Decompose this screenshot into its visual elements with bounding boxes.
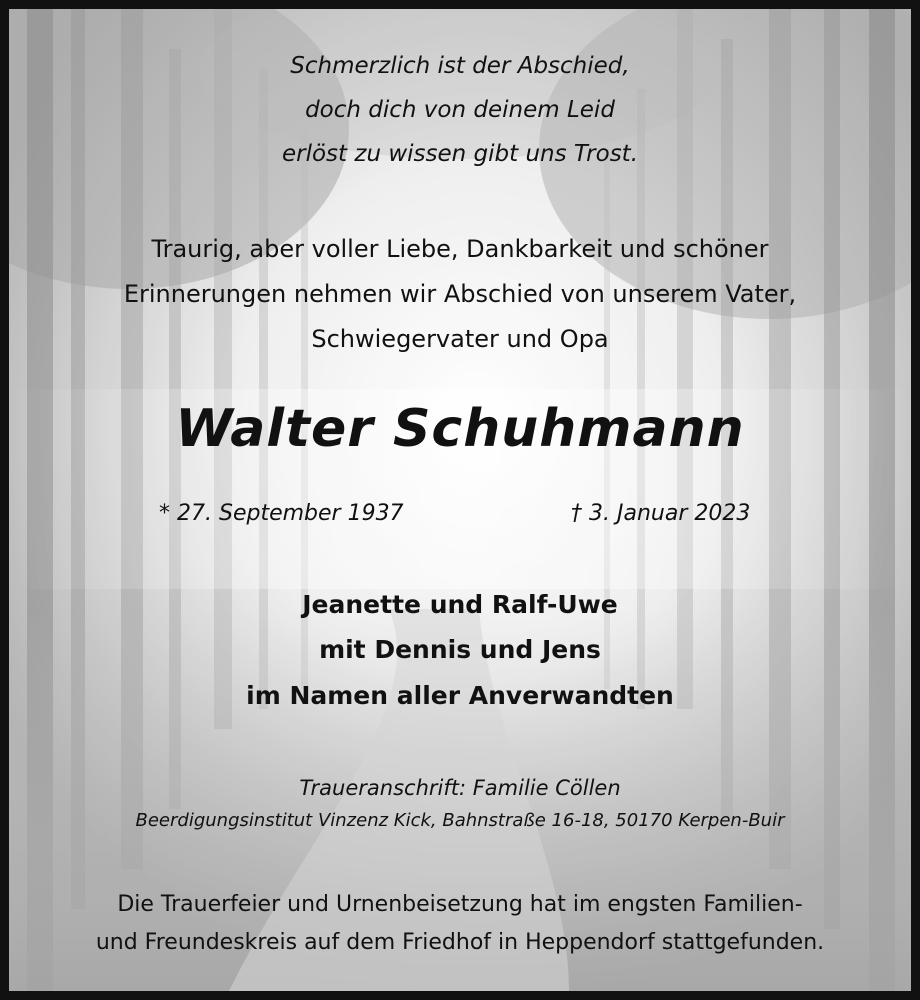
intro-line: Traurig, aber voller Liebe, Dankbarkeit und schöner bbox=[151, 235, 769, 263]
deceased-name: Walter Schuhmann bbox=[175, 399, 745, 459]
verse-line: doch dich von deinem Leid bbox=[305, 97, 615, 123]
family-line: mit Dennis und Jens bbox=[319, 635, 601, 664]
intro-line: Schwiegervater und Opa bbox=[311, 325, 609, 353]
family-line: Jeanette und Ralf-Uwe bbox=[302, 590, 618, 619]
footer-line: und Freundeskreis auf dem Friedhof in Heppendorf stattgefunden. bbox=[95, 930, 825, 955]
verse-line: erlöst zu wissen gibt uns Trost. bbox=[281, 141, 639, 167]
address-line: Beerdigungsinstitut Vinzenz Kick, Bahnstraße 16-18, 50170 Kerpen-Buir bbox=[135, 810, 785, 831]
footer-line: Die Trauerfeier und Urnenbeisetzung hat im engsten Familien- bbox=[117, 892, 803, 917]
verse-line: Schmerzlich ist der Abschied, bbox=[290, 53, 630, 79]
address-line: Traueranschrift: Familie Cöllen bbox=[299, 776, 621, 800]
birth-date: * 27. September 1937 bbox=[159, 501, 404, 526]
death-date: † 3. Januar 2023 bbox=[571, 501, 751, 526]
family-line: im Namen aller Anverwandten bbox=[246, 681, 674, 710]
intro-line: Erinnerungen nehmen wir Abschied von unserem Vater, bbox=[123, 280, 797, 308]
